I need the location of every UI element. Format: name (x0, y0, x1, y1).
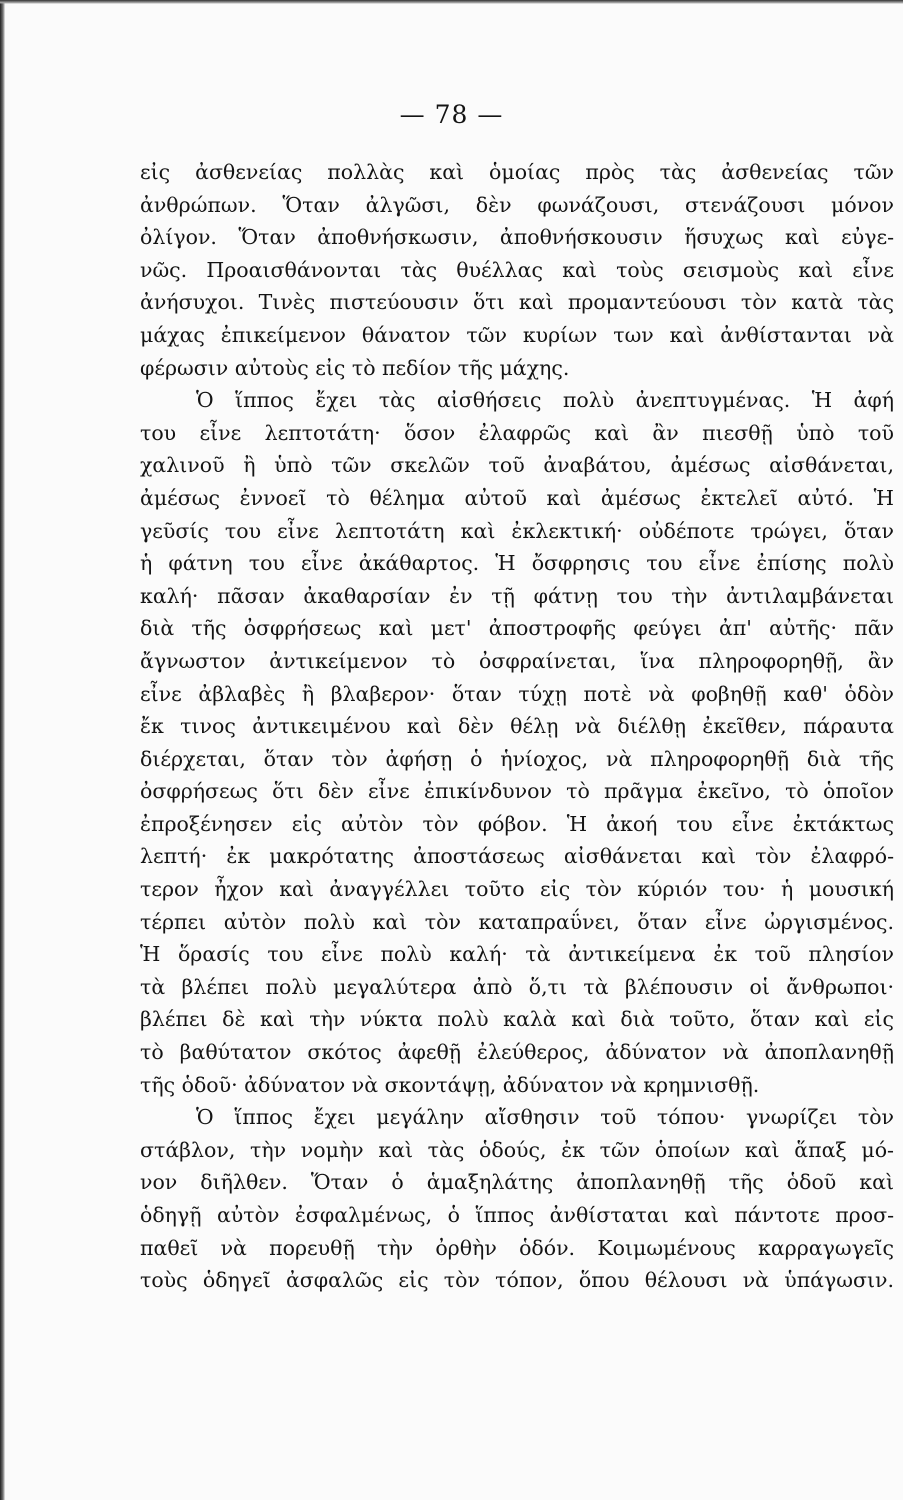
text-line: Ὁ ἵππος ἔχει τὰς αἰσθήσεις πολὺ ἀνεπτυγμένας. Ἡ ἀφή (196, 388, 894, 413)
text-line: γεῦσίς του εἶνε λεπτοτάτη καὶ ἐκλεκτική· οὐδέποτε τρώγει, ὅταν (140, 518, 894, 543)
text-line: νῶς. Προαισθάνονται τὰς θυέλλας καὶ τοὺς σεισμοὺς καὶ εἶνε (140, 257, 894, 282)
text-line: ἡ φάτνη του εἶνε ἀκάθαρτος. Ἡ ὄσφρησις του εἶνε ἐπίσης πολὺ (140, 551, 894, 576)
text-line: ἔκ τινος ἀντικειμένου καὶ δὲν θέλῃ νὰ διέλθῃ ἐκεῖθεν, πάραυτα (140, 714, 894, 739)
text-line: ἀνθρώπων. Ὅταν ἀλγῶσι, δὲν φωνάζουσι, στενάζουσι μόνον (140, 192, 894, 217)
text-line: τέρπει αὐτὸν πολὺ καὶ τὸν καταπραΰνει, ὅταν εἶνε ὠργισμένος. (140, 909, 894, 934)
text-line: εἰς ἀσθενείας πολλὰς καὶ ὁμοίας πρὸς τὰς ἀσθενείας τῶν (140, 160, 894, 184)
text-line: τοὺς ὁδηγεῖ ἀσφαλῶς εἰς τὸν τόπον, ὅπου θέλουσι νὰ ὑπάγωσιν. (140, 1268, 894, 1293)
text-line: τὸ βαθύτατον σκότος ἀφεθῇ ἐλεύθερος, ἀδύνατον νὰ ἀποπλανηθῇ (140, 1040, 894, 1065)
text-line: ἐπροξένησεν εἰς αὐτὸν τὸν φόβον. Ἡ ἀκοή του εἶνε ἐκτάκτως (140, 811, 894, 836)
text-line: νον διῆλθεν. Ὅταν ὁ ἁμαξηλάτης ἀποπλανηθῇ τῆς ὁδοῦ καὶ (140, 1170, 894, 1195)
page-left-edge-shadow (0, 0, 5, 1500)
text-line: καλή· πᾶσαν ἀκαθαρσίαν ἐν τῇ φάτνῃ του τὴν ἀντιλαμβάνεται (140, 583, 894, 608)
page-top-edge-shadow (0, 0, 903, 4)
text-line: ὁδηγῇ αὐτὸν ἐσφαλμένως, ὁ ἵππος ἀνθίσταται καὶ πάντοτε προσ- (140, 1203, 894, 1227)
text-line: τερον ἦχον καὶ ἀναγγέλλει τοῦτο εἰς τὸν κύριόν του· ἡ μουσική (140, 877, 894, 902)
paragraph (140, 1101, 894, 1297)
text-line: στάβλον, τὴν νομὴν καὶ τὰς ὁδούς, ἐκ τῶν ὁποίων καὶ ἅπαξ μό- (140, 1137, 894, 1162)
text-line: Ὁ ἵππος ἔχει μεγάλην αἴσθησιν τοῦ τόπου· γνωρίζει τὸν (196, 1105, 894, 1130)
text-line: παθεῖ νὰ πορευθῇ τὴν ὀρθὴν ὁδόν. Κοιμωμένους καρραγωγεῖς (140, 1235, 894, 1260)
text-line: ἄγνωστον ἀντικείμενον τὸ ὀσφραίνεται, ἵνα πληροφορηθῇ, ἂν (140, 648, 894, 673)
text-line: λεπτή· ἐκ μακρότατης ἀποστάσεως αἰσθάνεται καὶ τὸν ἐλαφρό- (140, 844, 894, 869)
text-line: Ἡ ὅρασίς του εἶνε πολὺ καλή· τὰ ἀντικείμενα ἐκ τοῦ πλησίον (140, 942, 894, 967)
paragraph (140, 384, 894, 1101)
text-line: χαλινοῦ ἢ ὑπὸ τῶν σκελῶν τοῦ ἀναβάτου, ἀμέσως αἰσθάνεται, (140, 453, 894, 478)
text-line: διέρχεται, ὅταν τὸν ἀφήσῃ ὁ ἡνίοχος, νὰ πληροφορηθῇ διὰ τῆς (140, 746, 894, 771)
text-line: τῆς ὁδοῦ· ἀδύνατον νὰ σκοντάψῃ, ἀδύνατον νὰ κρημνισθῇ. (140, 1072, 760, 1097)
text-line: ἀνήσυχοι. Τινὲς πιστεύουσιν ὅτι καὶ προμαντεύουσι τὸν κατὰ τὰς (140, 290, 894, 315)
text-line: βλέπει δὲ καὶ τὴν νύκτα πολὺ καλὰ καὶ διὰ τοῦτο, ὅταν καὶ εἰς (140, 1007, 894, 1032)
body-text (140, 156, 894, 1297)
page-number: — 78 — (399, 100, 504, 129)
text-line: φέρωσιν αὐτοὺς εἰς τὸ πεδίον τῆς μάχης. (140, 355, 570, 380)
paragraph (140, 156, 894, 384)
text-line: διὰ τῆς ὀσφρήσεως καὶ μετ' ἀποστροφῆς φεύγει ἀπ' αὐτῆς· πᾶν (140, 616, 894, 641)
text-line: εἶνε ἀβλαβὲς ἢ βλαβερον· ὅταν τύχῃ ποτὲ νὰ φοβηθῇ καθ' ὁδὸν (140, 681, 894, 706)
text-line: μάχας ἐπικείμενον θάνατον τῶν κυρίων των καὶ ἀνθίστανται νὰ (140, 322, 894, 347)
text-line: ὀσφρήσεως ὅτι δὲν εἶνε ἐπικίνδυνον τὸ πρᾶγμα ἐκεῖνο, τὸ ὁποῖον (140, 779, 894, 804)
text-line: του εἶνε λεπτοτάτη· ὅσον ἐλαφρῶς καὶ ἂν πιεσθῇ ὑπὸ τοῦ (140, 420, 894, 445)
text-line: ὀλίγον. Ὅταν ἀποθνήσκωσιν, ἀποθνήσκουσιν ἥσυχως καὶ εὐγε- (140, 225, 894, 250)
text-line: ἀμέσως ἐννοεῖ τὸ θέλημα αὐτοῦ καὶ ἀμέσως ἐκτελεῖ αὐτό. Ἡ (140, 485, 894, 510)
text-line: τὰ βλέπει πολὺ μεγαλύτερα ἀπὸ ὅ,τι τὰ βλέπουσιν οἱ ἄνθρωποι· (140, 974, 894, 999)
